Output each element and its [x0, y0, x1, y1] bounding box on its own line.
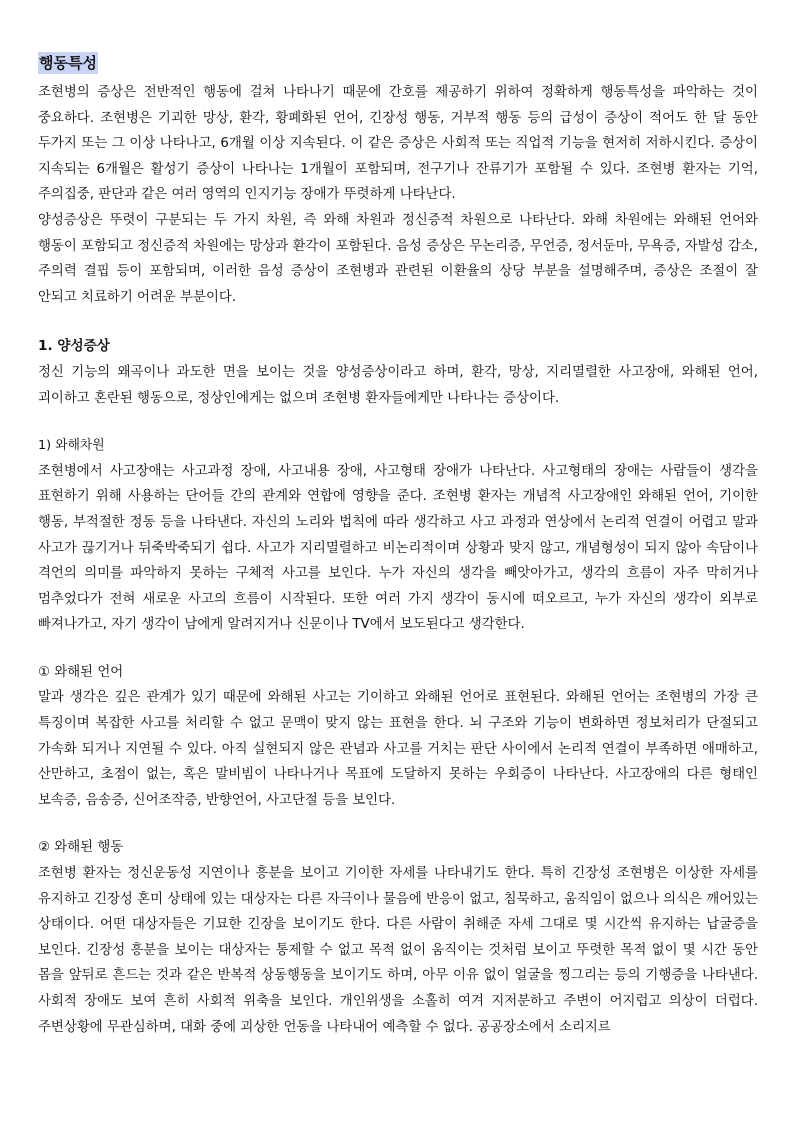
item-2-paragraph: 조현병 환자는 정신운동성 지연이나 흥분을 보이고 기이한 자세를 나타내기도 한다. 특히 긴장성 조현병은 이상한 자세를 유지하고 긴장성 혼미 상태에 있는 대상자는 다른 자극이나 물음에 반응이 없고, 침묵하고, 움직임이 없으나 의식은 깨어있는 상태이다. 어떤 대상자들은 기묘한 긴장을 보이기도 한다. 다른 사람이 취해준 자세 그대로 몇 시간씩 유지하는 납굴증을 보인다. 긴장성 흥분을 보이는 대상자는 통제할 수 없고 목적 없이 움직이는 것처럼 보이고 뚜렷한 목적 없이 몇 시간 동안 몸을 앞뒤로 흔드는 것과 같은 반복적 상동행동을 보이기도 하며, 아무 이유 없이 얼굴을 찡그리는 등의 기행증을 나타낸다. 사회적 장애도 보여 흔히 사회적 위축을 보인다. 개인위생을 소홀히 여겨 지저분하고 주변이 어지럽고 의상이 더럽다. 주변상황에 무관심하며, 대화 중에 괴상한 언동을 나타내어 예측할 수 없다. 공공장소에서 소리지르 — [38, 866, 759, 1035]
section-1-paragraph: 정신 기능의 왜곡이나 과도한 면을 보이는 것을 양성증상이라고 하며, 환각, 망상, 지리멸렬한 사고장애, 와해된 언어, 괴이하고 혼란된 행동으로, 정상인에게는 없으며 조현병 환자들에게만 나타나는 증상이다. — [38, 364, 758, 406]
item-title-disorganized-speech: ① 와해된 언어 — [38, 664, 124, 680]
item-1-paragraph: 말과 생각은 깊은 관계가 있기 때문에 와해된 사고는 기이하고 와해된 언어로 표현된다. 와해된 언어는 조현병의 가장 큰 특징이며 복잡한 사고를 처리할 수 없고 문맥이 맞지 않는 표현을 한다. 뇌 구조와 기능이 변화하면 정보처리가 단절되고 가속화 되거나 지연될 수 있다. 아직 실현되지 않은 관념과 사고를 거치는 판단 사이에서 논리적 연결이 부족하면 애매하고, 산만하고, 초점이 없는, 혹은 말비빔이 나타나거나 목표에 도달하지 못하는 우회증이 나타난다. 사고장애의 다른 형태인 보속증, 음송증, 신어조작증, 반향언어, 사고단절 등을 보인다. — [38, 690, 758, 808]
intro-paragraph-2: 양성증상은 뚜렷이 구분되는 두 가지 차원, 즉 와해 차원과 정신증적 차원으로 나타난다. 와해 차원에는 와해된 언어와 행동이 포함되고 정신증적 차원에는 망상과 환각이 포함된다. 음성 증상은 무논리증, 무언증, 정서둔마, 무욕증, 자발성 감소, 주의력 결핍 등이 포함되며, 이러한 음성 증상이 조현병과 관련된 이환율의 상당 부분을 설명해주며, 증상은 조절이 잘 안되고 치료하기 어려운 부분이다. — [38, 212, 758, 305]
section-title-positive-symptoms: 1. 양성증상 — [38, 338, 110, 355]
item-title-disorganized-behavior: ② 와해된 행동 — [38, 840, 124, 856]
subsection-1-paragraph: 조현병에서 사고장애는 사고과정 장애, 사고내용 장애, 사고형태 장애가 나타난다. 사고형태의 장애는 사람들이 생각을 표현하기 위해 사용하는 단어들 간의 관계와 연합에 영향을 준다. 조현병 환자는 개념적 사고장애인 와해된 언어, 기이한 행동, 부적절한 정동 등을 나타낸다. 자신의 노리와 법칙에 따라 생각하고 사고 과정과 연상에서 논리적 연결이 어렵고 말과 사고가 끊기거나 뒤죽박죽되기 쉽다. 사고가 지리멸렬하고 비논리적이며 상황과 맞지 않고, 개념형성이 되지 않아 속담이나 격언의 의미를 파악하지 못하는 구체적 사고를 보인다. 누가 자신의 생각을 빼앗아가고, 생각의 흐름이 자주 막히거나 멈추었다가 전혀 새로운 사고의 흐름이 시작된다. 또한 여러 가지 생각이 동시에 떠오르고, 누가 자신의 생각이 외부로 빠져나가고, 자기 생각이 남에게 알려지거나 신문이나 TV에서 보도된다고 생각한다. — [38, 463, 758, 633]
document-page — [38, 52, 758, 1040]
page-title: 행동특성 — [39, 54, 97, 72]
heading-row — [38, 52, 758, 78]
subsection-title-disorganization: 1) 와해차원 — [38, 438, 105, 454]
intro-paragraph-1: 조현병의 증상은 전반적인 행동에 걸쳐 나타나기 때문에 간호를 제공하기 위하여 정확하게 행동특성을 파악하는 것이 중요하다. 조현병은 기괴한 망상, 환각, 황폐화된 언어, 긴장성 행동, 거부적 행동 등의 급성이 증상이 적어도 한 달 동안 두가지 또는 그 이상 나타나고, 6개월 이상 지속된다. 이 같은 증상은 사회적 또는 직업적 기능을 현저히 저하시킨다. 증상이 지속되는 6개월은 활성기 증상이 나타나는 1개월이 포함되며, 전구기나 잔류기가 포함될 수 있다. 조현병 환자는 기억, 주의집중, 판단과 같은 여러 영역의 인지기능 장애가 뚜렷하게 나타난다. — [38, 85, 758, 203]
